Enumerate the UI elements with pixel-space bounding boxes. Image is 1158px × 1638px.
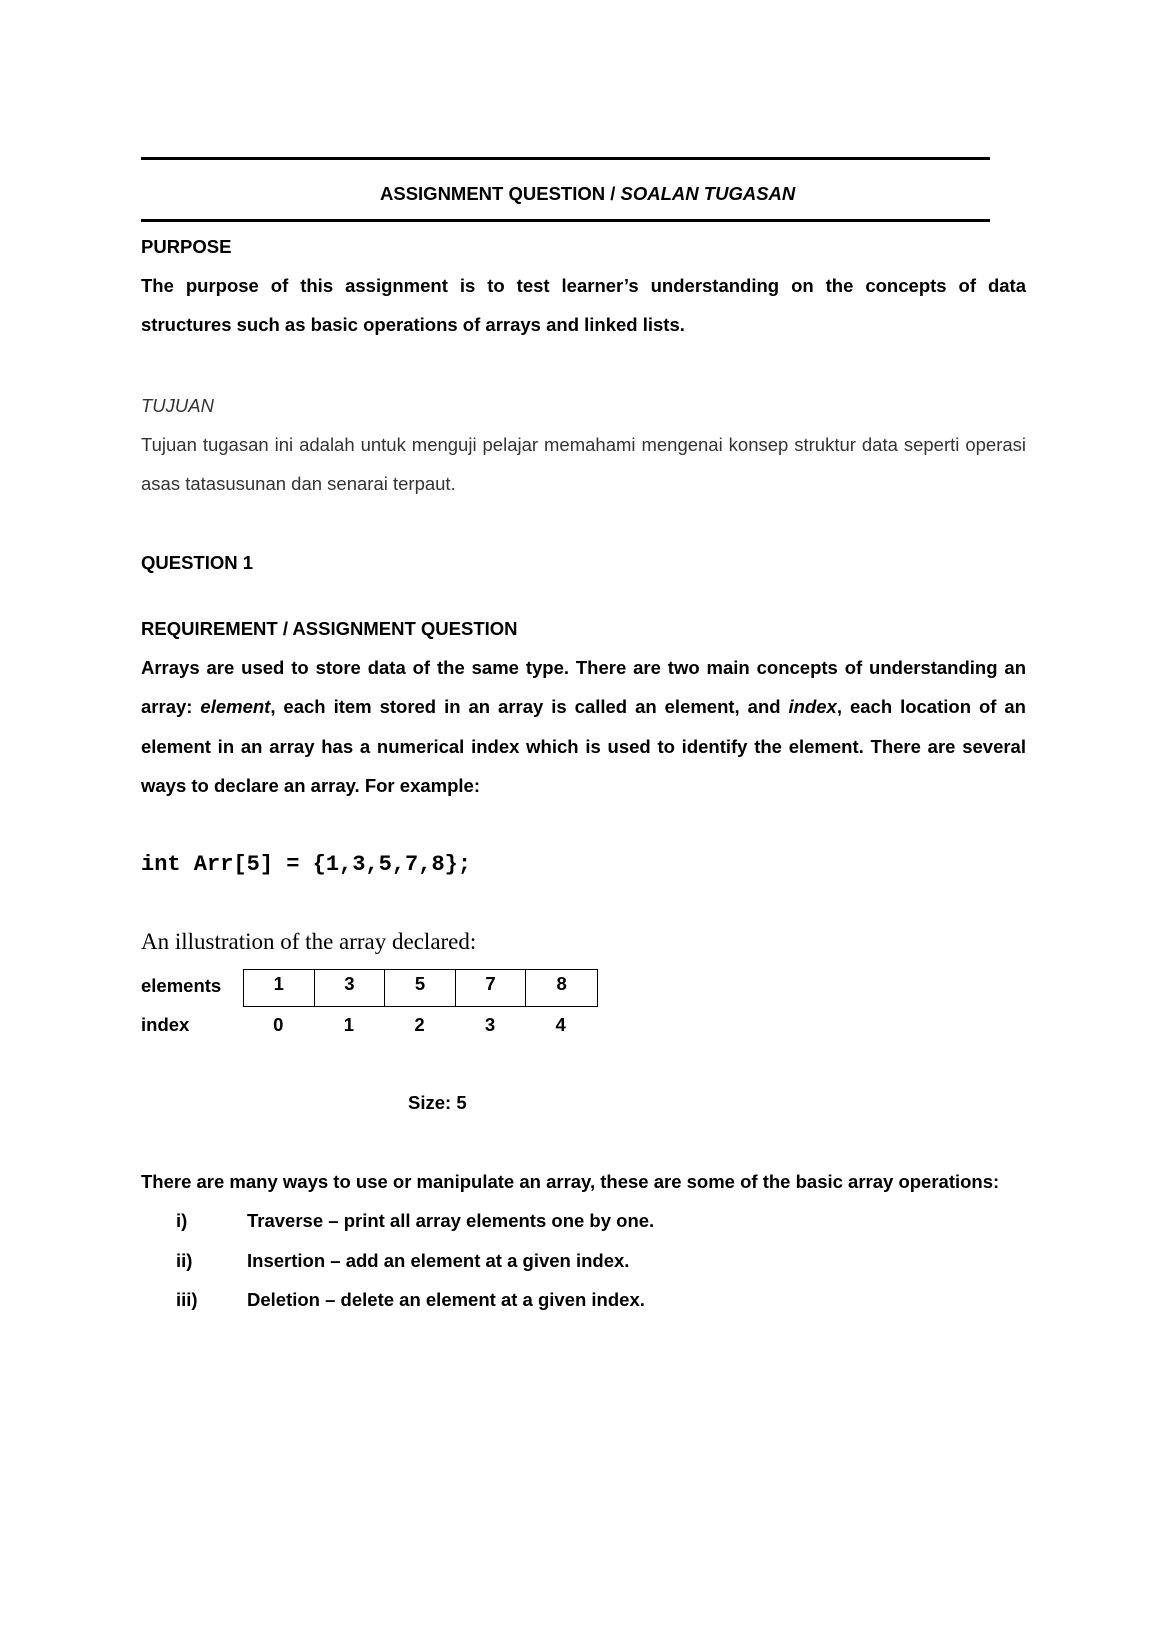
purpose-heading: PURPOSE <box>141 236 232 257</box>
array-cell: 3 <box>315 970 386 1006</box>
array-index: 2 <box>414 1014 425 1035</box>
array-cell: 7 <box>456 970 527 1006</box>
array-index: 0 <box>273 1014 284 1035</box>
array-cell: 1 <box>244 970 315 1006</box>
array-cell: 8 <box>556 973 567 994</box>
illustration-caption: An illustration of the array declared: <box>141 929 477 954</box>
tujuan-text: Tujuan tugasan ini adalah untuk menguji pelajar memahami mengenai konsep struktur data seperti operasi asas tatasusunan dan senarai terpaut. <box>141 434 1026 495</box>
question-heading: QUESTION 1 <box>141 552 254 573</box>
array-size-label: Size: 5 <box>408 1092 467 1113</box>
array-cell: 5 <box>385 970 456 1006</box>
code-example: int Arr[5] = {1,3,5,7,8}; <box>141 852 472 877</box>
operations-intro: There are many ways to use or manipulate an array, these are some of the basic array operations: <box>141 1171 1000 1192</box>
intro-part-3: , each location of an element in an array has a numerical index which is used to identify the element. There are several ways to declare an array. For example: <box>141 696 1026 797</box>
array-elements-row <box>243 969 598 1007</box>
intro-em-element: element <box>200 696 271 718</box>
tujuan-heading: TUJUAN <box>141 395 214 416</box>
operation-text: Traverse – print all array elements one by one. <box>247 1210 655 1231</box>
intro-part-1: Arrays are used to store data of the same type. There are two main concepts of understanding an array: <box>141 657 1026 718</box>
operation-text: Insertion – add an element at a given index. <box>247 1250 630 1271</box>
array-index: 3 <box>484 1014 496 1035</box>
title-text: ASSIGNMENT QUESTION / <box>380 183 616 204</box>
index-label: index <box>141 1014 190 1035</box>
array-index: 4 <box>555 1014 566 1035</box>
operation-text: Deletion – delete an element at a given index. <box>247 1289 645 1310</box>
operation-number: i) <box>176 1210 188 1231</box>
operation-number: iii) <box>176 1289 198 1310</box>
bottom-rule <box>141 219 990 222</box>
top-rule <box>141 157 990 160</box>
array-index-row <box>243 1014 596 1036</box>
question-intro <box>141 648 1026 806</box>
requirement-heading: REQUIREMENT / ASSIGNMENT QUESTION <box>141 618 518 639</box>
purpose-text: The purpose of this assignment is to test learner’s understanding on the concepts of data structures such as basic operations of arrays and linked lists. <box>141 275 1026 336</box>
page-title <box>380 183 795 205</box>
operation-number: ii) <box>176 1250 193 1271</box>
intro-part-2: , each item stored in an array is called an element, and <box>270 696 789 718</box>
intro-em-index: index <box>788 696 837 718</box>
elements-label: elements <box>141 975 222 996</box>
array-index: 1 <box>343 1014 355 1035</box>
title-italic-text: SOALAN TUGASAN <box>620 183 796 204</box>
